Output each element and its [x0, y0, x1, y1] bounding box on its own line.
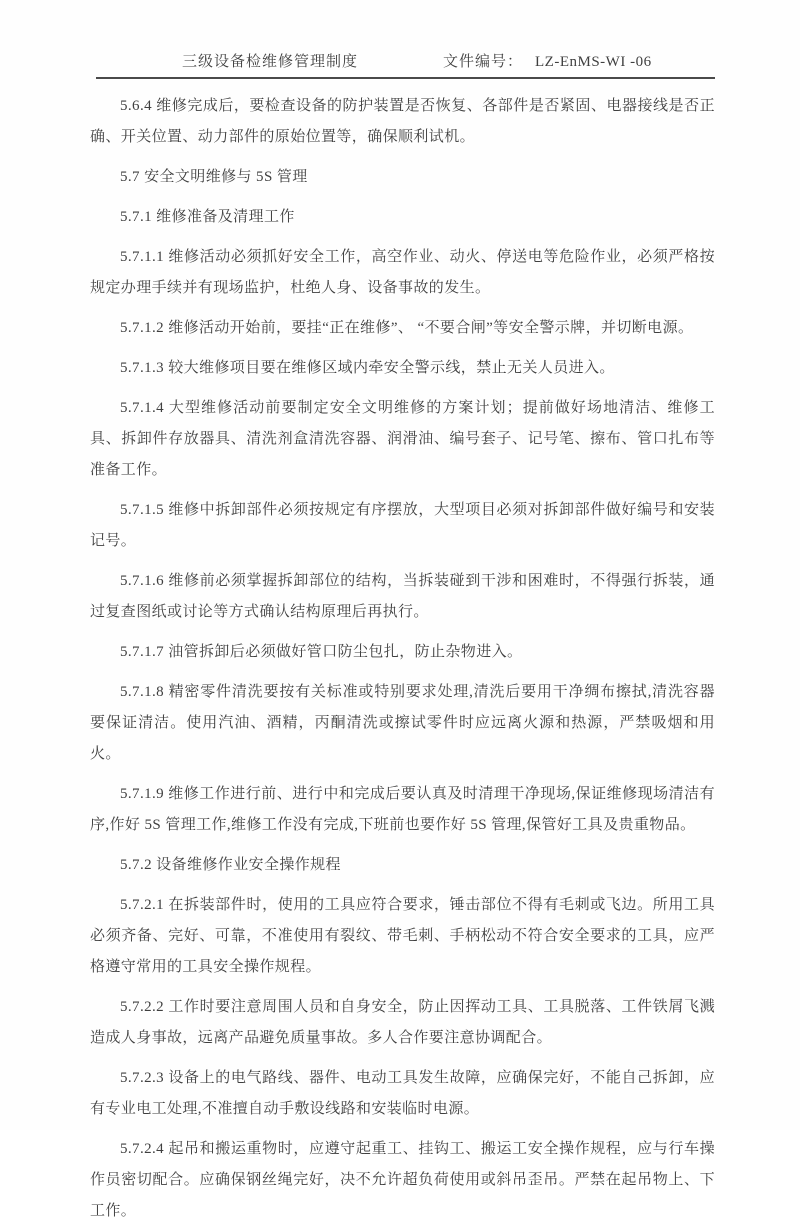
- doc-number-label: 文件编号：: [443, 54, 524, 70]
- document-body: [90, 79, 715, 1227]
- document-title: 三级设备检维修管理制度: [182, 54, 359, 70]
- para-5-7-2-2: 5.7.2.2 工作时要注意周围人员和自身安全，防止因挥动工具、工具脱落、工件铁屑飞溅造成人身事故，远离产品避免质量事故。多人合作要注意协调配合。: [90, 999, 715, 1046]
- para-5-7-1-3: 5.7.1.3 较大维修项目要在维修区域内牵安全警示线，禁止无关人员进入。: [120, 360, 615, 376]
- para-5-7-2: 5.7.2 设备维修作业安全操作规程: [120, 857, 341, 873]
- para-5-7-2-1: 5.7.2.1 在拆装部件时，使用的工具应符合要求，锤击部位不得有毛刺或飞边。所用工具必须齐备、完好、可靠，不准使用有裂纹、带毛刺、手柄松动不符合安全要求的工具，应严格遵守常用的工具安全操作规程。: [90, 897, 715, 975]
- para-5-7-1: 5.7.1 维修准备及清理工作: [120, 209, 295, 225]
- doc-number: [443, 50, 652, 71]
- para-5-7-1-2: 5.7.1.2 维修活动开始前，要挂“正在维修”、 “不要合闸”等安全警示牌，并切断电源。: [120, 320, 694, 336]
- page-header: [96, 0, 715, 79]
- para-5-6-4: 5.6.4 维修完成后，要检查设备的防护装置是否恢复、各部件是否紧固、电器接线是否正确、开关位置、动力部件的原始位置等，确保顺利试机。: [90, 98, 715, 145]
- para-5-7-2-3: 5.7.2.3 设备上的电气路线、器件、电动工具发生故障，应确保完好，不能自己拆卸，应有专业电工处理,不准擅自动手敷设线路和安装临时电源。: [90, 1070, 715, 1117]
- para-5-7-1-1: 5.7.1.1 维修活动必须抓好安全工作，高空作业、动火、停送电等危险作业，必须严格按规定办理手续并有现场监护，杜绝人身、设备事故的发生。: [90, 249, 715, 296]
- para-5-7-1-6: 5.7.1.6 维修前必须掌握拆卸部位的结构，当拆装碰到干涉和困难时，不得强行拆装，通过复查图纸或讨论等方式确认结构原理后再执行。: [90, 573, 715, 620]
- para-5-7-1-7: 5.7.1.7 油管拆卸后必须做好管口防尘包扎，防止杂物进入。: [120, 644, 523, 660]
- para-5-7-1-8: 5.7.1.8 精密零件清洗要按有关标准或特别要求处理,清洗后要用干净绸布擦拭,清洗容器要保证清洁。使用汽油、酒精，丙酮清洗或擦试零件时应远离火源和热源，严禁吸烟和用火。: [90, 684, 715, 762]
- doc-number-value: LZ-EnMS-WI -06: [535, 54, 652, 70]
- para-5-7-1-4: 5.7.1.4 大型维修活动前要制定安全文明维修的方案计划；提前做好场地清洁、维修工具、拆卸件存放器具、清洗剂盒清洗容器、润滑油、编号套子、记号笔、擦布、管口扎布等准备工作。: [90, 400, 715, 478]
- para-5-7: 5.7 安全文明维修与 5S 管理: [120, 169, 308, 185]
- para-5-7-2-4: 5.7.2.4 起吊和搬运重物时，应遵守起重工、挂钩工、搬运工安全操作规程，应与行车操作员密切配合。应确保钢丝绳完好，决不允许超负荷使用或斜吊歪吊。严禁在起吊物上、下工作。: [90, 1141, 715, 1219]
- para-5-7-1-5: 5.7.1.5 维修中拆卸部件必须按规定有序摆放，大型项目必须对拆卸部件做好编号和安装记号。: [90, 502, 715, 549]
- para-5-7-1-9: 5.7.1.9 维修工作进行前、进行中和完成后要认真及时清理干净现场,保证维修现场清洁有序,作好 5S 管理工作,维修工作没有完成,下班前也要作好 5S 管理,保管好工具及贵重物品。: [90, 786, 715, 833]
